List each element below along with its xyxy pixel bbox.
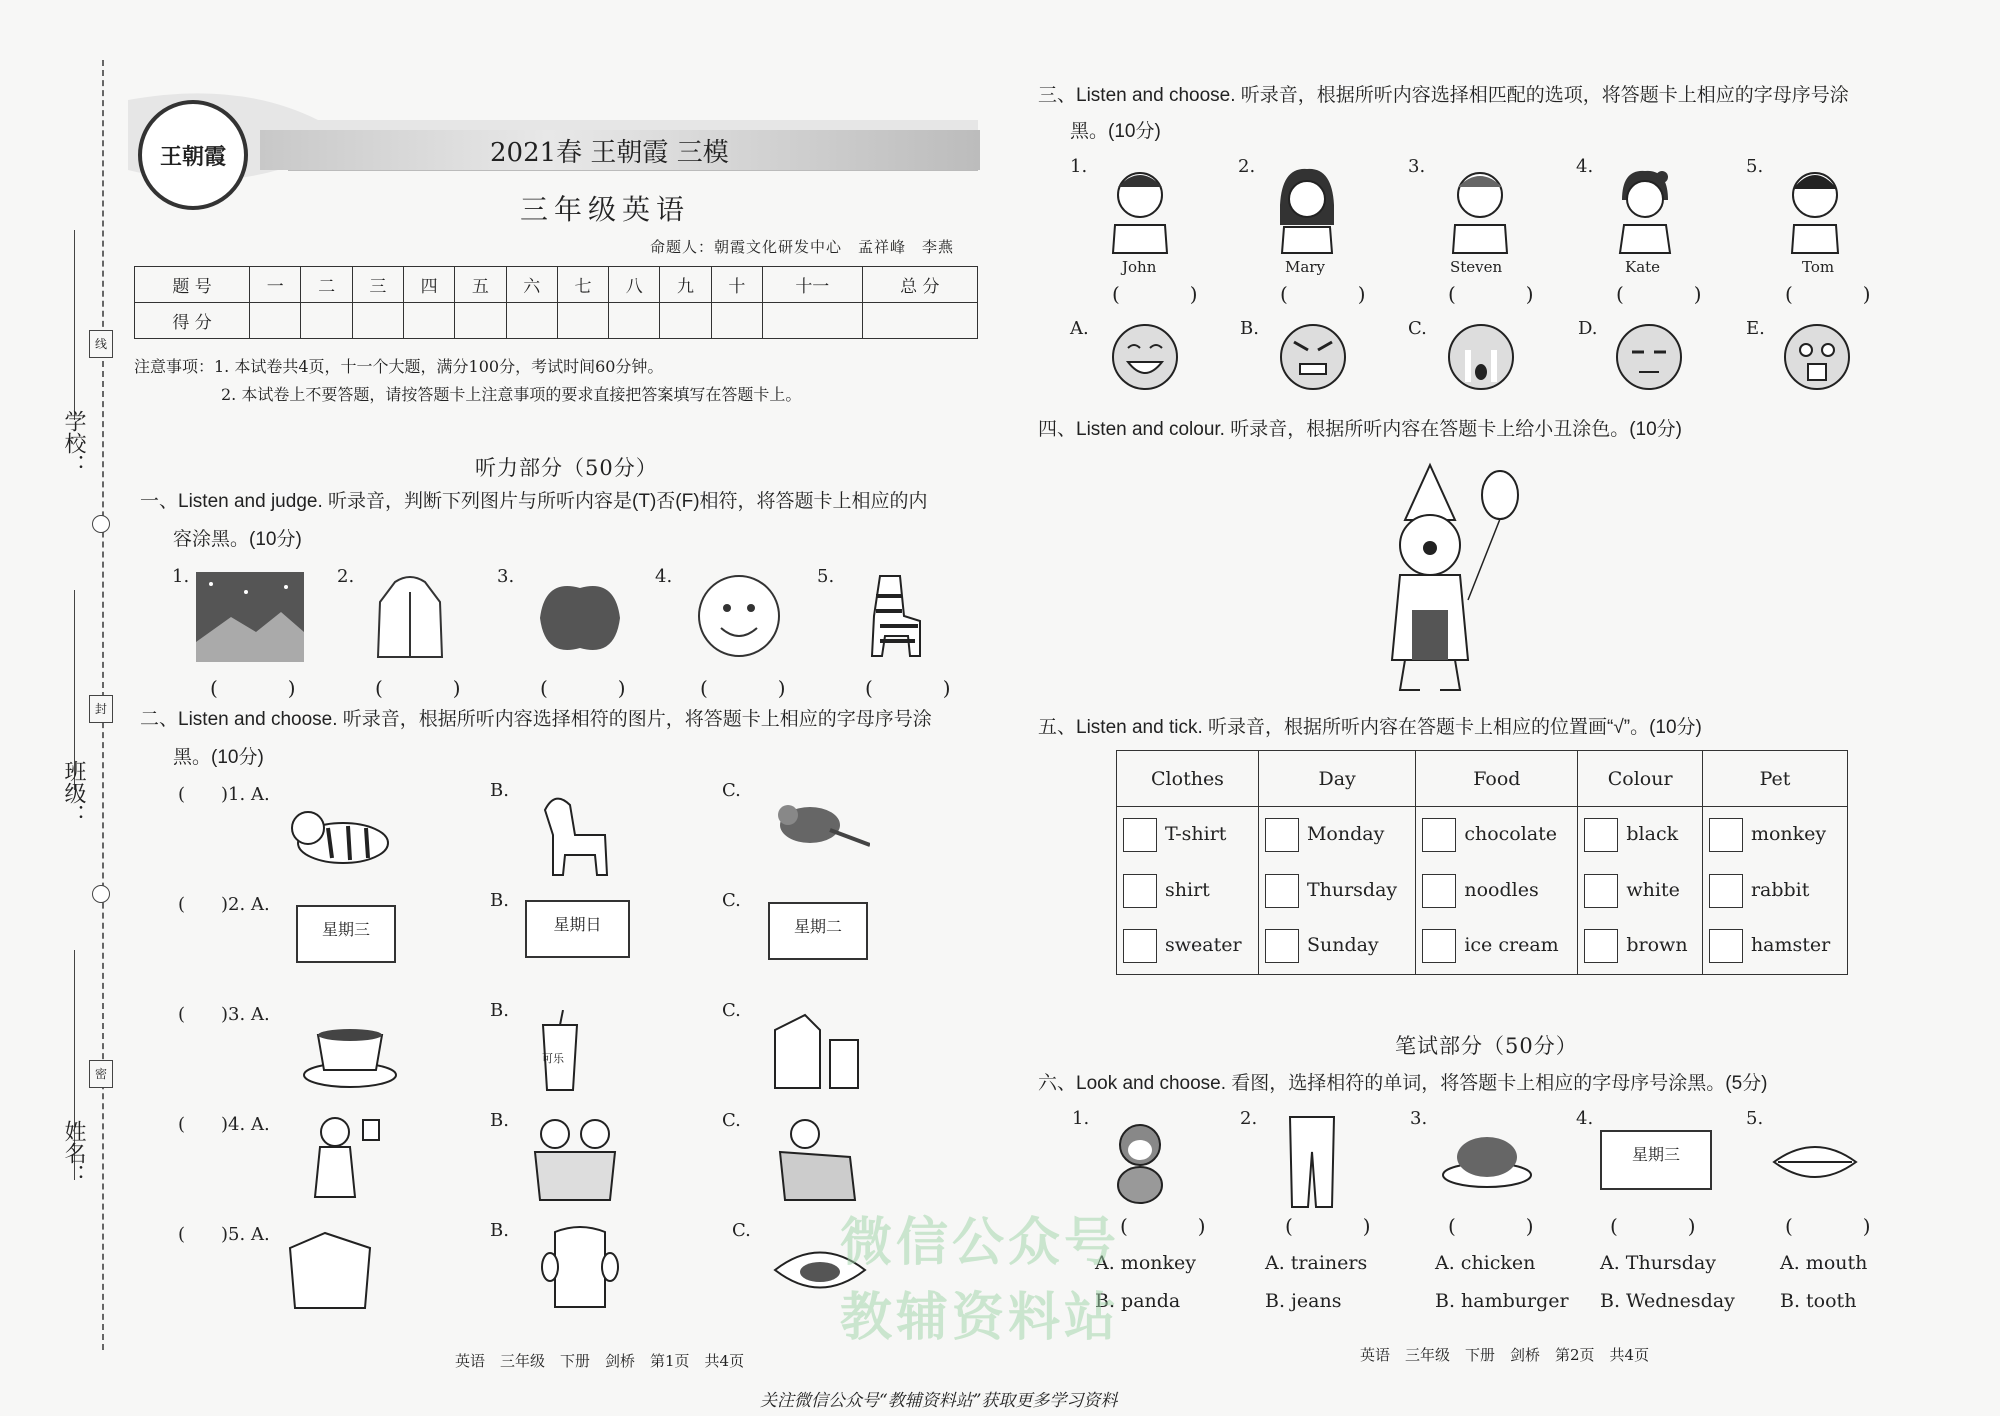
answer-paren[interactable]: ( ) [375, 676, 471, 700]
girl-kate-icon [1610, 165, 1680, 255]
calendar-sunday: 星期日 [525, 900, 630, 958]
answer-paren[interactable]: ( ) [1448, 282, 1544, 306]
boy-steven-icon [1445, 165, 1515, 255]
tick-header-colour: Colour [1578, 751, 1703, 807]
answer-paren[interactable]: ( ) [1120, 1214, 1216, 1238]
score-table-score-row [135, 303, 978, 339]
tick-option: Sunday [1306, 934, 1379, 957]
tick-checkbox[interactable] [1584, 929, 1618, 963]
teacup-icon [300, 1020, 400, 1090]
tick-option: sweater [1165, 934, 1242, 957]
notes [134, 353, 801, 409]
option-a: A. mouth [1780, 1252, 1868, 1274]
option-label: C. [722, 780, 741, 801]
school-label: 学校： [61, 410, 86, 476]
writing-section-head: 笔试部分（50分） [1395, 1034, 1578, 1058]
watermark-line-2: 教辅资料站 [840, 1288, 1121, 1348]
kid-name: Steven [1450, 258, 1503, 276]
part6-instruction: 六、Look and choose. 看图，选择相符的单词，将答题卡上相应的字母序号涂黑。(5分) [1038, 1073, 1768, 1094]
roast-chicken-icon [1440, 1125, 1535, 1195]
scared-face-icon [1782, 322, 1852, 392]
option-label: B. [490, 1000, 509, 1021]
score-table-cell: 二 [301, 267, 352, 303]
score-table-cell: 总 分 [862, 267, 977, 303]
tick-header-day: Day [1258, 751, 1415, 807]
tick-option: black [1626, 822, 1679, 845]
clown-icon [1350, 460, 1530, 700]
score-field[interactable] [352, 303, 403, 339]
ears-icon [525, 1222, 635, 1317]
hoodie-icon [370, 572, 450, 662]
tick-option: rabbit [1750, 878, 1810, 901]
girl-mary-icon [1272, 165, 1342, 255]
monkey-icon [1100, 1115, 1180, 1205]
option-b: B. panda [1095, 1290, 1181, 1312]
tick-checkbox[interactable] [1123, 929, 1157, 963]
watermark-line-1: 微信公众号 [840, 1213, 1121, 1273]
question-number: 1. [1072, 1108, 1090, 1129]
tick-checkbox[interactable] [1709, 929, 1743, 963]
score-field[interactable] [250, 303, 301, 339]
question-number: 4. [1576, 1108, 1594, 1129]
answer-paren[interactable]: ( ) [1785, 1214, 1881, 1238]
question-number: 3. [1408, 156, 1426, 177]
kid-name: Kate [1625, 258, 1661, 276]
zebra-icon [860, 566, 930, 662]
tick-header-clothes: Clothes [1117, 751, 1259, 807]
question-label: ( )4. A. [178, 1114, 270, 1135]
option-label: E. [1746, 318, 1765, 339]
tick-checkbox[interactable] [1265, 929, 1299, 963]
score-table-cell: 十 [711, 267, 762, 303]
tick-header-pet: Pet [1702, 751, 1847, 807]
tick-option: hamster [1750, 934, 1831, 957]
question-number: 4. [1576, 156, 1594, 177]
parrot-icon [770, 790, 870, 860]
crying-face-icon [1446, 322, 1516, 392]
tick-checkbox[interactable] [1709, 818, 1743, 852]
option-label: C. [722, 1000, 741, 1021]
option-label: A. [1070, 318, 1089, 339]
question-label: ( )2. A. [178, 894, 270, 915]
option-b: B. jeans [1265, 1290, 1342, 1312]
option-a: A. trainers [1265, 1252, 1368, 1274]
option-label: C. [732, 1220, 751, 1241]
score-table-cell: 十一 [762, 267, 862, 303]
answer-paren[interactable]: ( ) [210, 676, 306, 700]
option-label: B. [490, 890, 509, 911]
part3-instruction-cont: 黑。(10分) [1070, 121, 1161, 142]
option-b: B. hamburger [1435, 1290, 1569, 1312]
question-number: 1. [172, 566, 190, 587]
score-field[interactable] [609, 303, 660, 339]
tiger-icon [288, 798, 398, 868]
score-field[interactable] [301, 303, 352, 339]
tick-checkbox[interactable] [1422, 929, 1456, 963]
score-table-cell: 八 [609, 267, 660, 303]
tick-checkbox[interactable] [1584, 874, 1618, 908]
option-label: B. [490, 1220, 509, 1241]
tick-checkbox[interactable] [1265, 818, 1299, 852]
score-table-cell: 七 [557, 267, 608, 303]
tick-option: Monday [1306, 822, 1385, 845]
tick-header-food: Food [1416, 751, 1578, 807]
tick-row [1117, 863, 1848, 919]
score-table-header-row [135, 267, 978, 303]
tick-checkbox[interactable] [1265, 874, 1299, 908]
name-label: 姓名： [61, 1120, 86, 1186]
answer-paren[interactable]: ( ) [1280, 282, 1376, 306]
question-label: ( )1. A. [178, 784, 270, 805]
question-number: 3. [497, 566, 515, 587]
lips-icon [1770, 1140, 1860, 1185]
part2-instruction: 二、Listen and choose. 听录音，根据所听内容选择相符的图片，将答题卡上相应的字母序号涂 [140, 709, 932, 730]
option-b: B. Wednesday [1600, 1290, 1735, 1312]
part5-instruction: 五、Listen and tick. 听录音，根据所听内容在答题卡上相应的位置画“√”。(10分) [1038, 717, 1702, 738]
score-field[interactable] [557, 303, 608, 339]
score-field[interactable] [862, 303, 977, 339]
question-number: 3. [1410, 1108, 1428, 1129]
part4-instruction: 四、Listen and colour. 听录音，根据所听内容在答题卡上给小丑涂色。(10分) [1038, 419, 1683, 440]
tick-checkbox[interactable] [1584, 818, 1618, 852]
tick-option: white [1626, 878, 1680, 901]
school-fill-line [74, 230, 75, 420]
question-number: 5. [1746, 1108, 1764, 1129]
jeans-icon [1282, 1112, 1342, 1212]
kid-name: Mary [1285, 258, 1325, 276]
calendar-wednesday: 星期三 [1600, 1130, 1712, 1190]
part2-instruction-cont: 黑。(10分) [173, 747, 264, 768]
score-table-cell: 题 号 [135, 267, 250, 303]
part1-instruction: 一、Listen and judge. 听录音，判断下列图片与所听内容是(T)否(F)相符，将答题卡上相应的内 [140, 491, 928, 512]
watermark [840, 1200, 1120, 1350]
question-number: 2. [1238, 156, 1256, 177]
authors-line: 命题人：朝霞文化研发中心 孟祥峰 李燕 [650, 238, 955, 256]
score-table-cell: 一 [250, 267, 301, 303]
listening-section-head: 听力部分（50分） [475, 456, 658, 480]
grade-subject-title: 三年级英语 [520, 193, 691, 226]
question-number: 1. [1070, 156, 1088, 177]
option-label: B. [490, 1110, 509, 1131]
milk-carton-icon [765, 1010, 865, 1090]
kid-name: John [1122, 258, 1157, 276]
calendar-wednesday: 星期三 [296, 905, 396, 963]
tired-face-icon [1614, 322, 1684, 392]
tick-checkbox[interactable] [1123, 818, 1157, 852]
seal-mark-seal: 封 [89, 695, 113, 723]
score-table-cell: 四 [403, 267, 454, 303]
option-label: D. [1578, 318, 1598, 339]
score-table-cell: 三 [352, 267, 403, 303]
score-table-cell: 五 [455, 267, 506, 303]
tick-option: monkey [1750, 822, 1827, 845]
cola-label: 可乐 [542, 1052, 564, 1065]
promo-note: 关注微信公众号“教辅资料站”获取更多学习资料 [760, 1391, 1118, 1411]
tick-checkbox[interactable] [1709, 874, 1743, 908]
score-table-cell: 九 [660, 267, 711, 303]
page-footer-right: 英语 三年级 下册 剑桥 第2页 共4页 [1360, 1346, 1650, 1364]
horse-icon [535, 790, 615, 878]
tick-row [1117, 807, 1848, 863]
page-footer-left: 英语 三年级 下册 剑桥 第1页 共4页 [455, 1352, 745, 1370]
binding-hole-1 [92, 515, 110, 533]
note-line-2: 2. 本试卷上不要答题，请按答题卡上注意事项的要求直接把答案填写在答题卡上。 [221, 385, 802, 404]
hair-icon [535, 578, 625, 658]
option-b: B. tooth [1780, 1290, 1857, 1312]
score-field[interactable] [660, 303, 711, 339]
laughing-face-icon [1110, 322, 1180, 392]
score-field[interactable] [711, 303, 762, 339]
publisher-logo: 王朝霞 [138, 100, 248, 210]
answer-paren[interactable]: ( ) [1112, 282, 1208, 306]
question-number: 5. [817, 566, 835, 587]
calendar-tuesday: 星期二 [768, 902, 868, 960]
tick-table [1116, 750, 1848, 975]
question-number: 2. [337, 566, 355, 587]
part3-instruction: 三、Listen and choose. 听录音，根据所听内容选择相匹配的选项，将答题卡上相应的字母序号涂 [1038, 85, 1849, 106]
option-label: C. [722, 1110, 741, 1131]
angry-face-icon [1278, 322, 1348, 392]
tick-table-header [1117, 751, 1848, 807]
note-line-1: 注意事项：1. 本试卷共4页，十一个大题，满分100分，考试时间60分钟。 [134, 357, 664, 376]
answer-paren[interactable]: ( ) [700, 676, 796, 700]
answer-paren[interactable]: ( ) [865, 676, 961, 700]
score-table [134, 266, 978, 339]
question-label: ( )3. A. [178, 1004, 270, 1025]
option-label: C. [1408, 318, 1427, 339]
answer-paren[interactable]: ( ) [1616, 282, 1712, 306]
night-mountain-icon [196, 572, 304, 662]
shoulders-icon [285, 1228, 375, 1313]
cartoon-waving-icon [305, 1112, 385, 1204]
tick-checkbox[interactable] [1422, 818, 1456, 852]
score-field[interactable] [455, 303, 506, 339]
answer-paren[interactable]: ( ) [540, 676, 636, 700]
tick-option: Thursday [1306, 878, 1398, 901]
tick-option: T-shirt [1165, 822, 1227, 845]
question-number: 4. [655, 566, 673, 587]
cartoon-reading-icon [770, 1112, 860, 1204]
tick-checkbox[interactable] [1422, 874, 1456, 908]
question-number: 2. [1240, 1108, 1258, 1129]
answer-paren[interactable]: ( ) [1610, 1214, 1706, 1238]
smiling-face-icon [695, 572, 783, 660]
answer-paren[interactable]: ( ) [1448, 1214, 1544, 1238]
boy-tom-icon [1780, 165, 1850, 255]
score-field[interactable] [403, 303, 454, 339]
cartoon-hug-icon [525, 1112, 625, 1204]
boy-john-icon [1105, 165, 1175, 255]
binding-hole-2 [92, 885, 110, 903]
tick-option: chocolate [1464, 822, 1558, 845]
score-table-cell: 六 [506, 267, 557, 303]
answer-paren[interactable]: ( ) [1785, 282, 1881, 306]
option-a: A. chicken [1435, 1252, 1536, 1274]
tick-option: shirt [1165, 878, 1210, 901]
tick-option: noodles [1464, 878, 1539, 901]
part1-instruction-cont: 容涂黑。(10分) [173, 529, 302, 550]
option-a: A. Thursday [1600, 1252, 1717, 1274]
class-label: 班级： [61, 760, 86, 826]
tick-checkbox[interactable] [1123, 874, 1157, 908]
tick-row [1117, 919, 1848, 975]
score-field[interactable] [762, 303, 862, 339]
tick-option: brown [1626, 934, 1688, 957]
option-a: A. monkey [1095, 1252, 1196, 1274]
score-table-row-label: 得 分 [135, 303, 250, 339]
seal-mark-line: 线 [89, 330, 113, 358]
question-number: 5. [1746, 156, 1764, 177]
score-field[interactable] [506, 303, 557, 339]
option-label: B. [1240, 318, 1259, 339]
tick-option: ice cream [1464, 934, 1559, 957]
option-label: C. [722, 890, 741, 911]
option-label: B. [490, 780, 509, 801]
kid-name: Tom [1802, 258, 1835, 276]
exam-title: 2021春 王朝霞 三模 [490, 138, 729, 168]
question-label: ( )5. A. [178, 1224, 270, 1245]
answer-paren[interactable]: ( ) [1285, 1214, 1381, 1238]
seal-mark-secret: 密 [89, 1060, 113, 1088]
